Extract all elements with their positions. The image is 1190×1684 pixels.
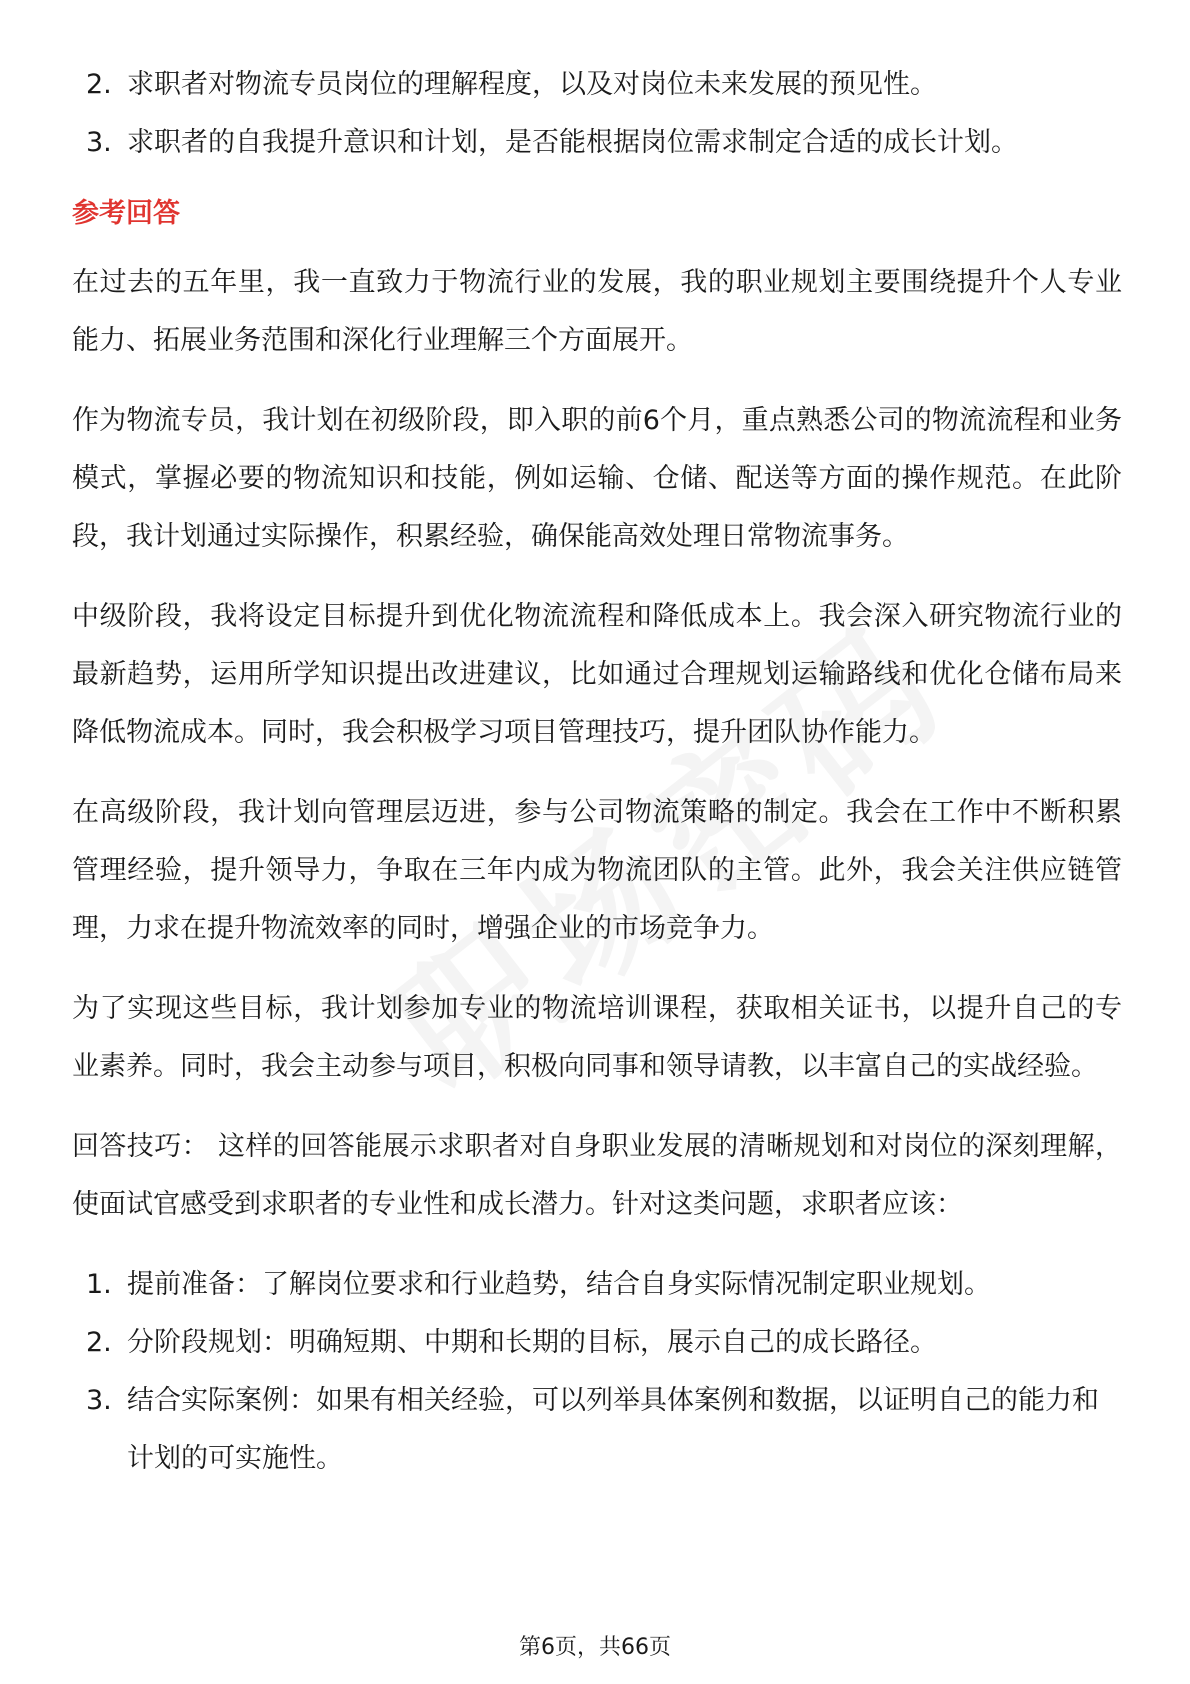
answer-tips-paragraph: 回答技巧： 这样的回答能展示求职者对自身职业发展的清晰规划和对岗位的深刻理解，使面试官感受到求职者的专业性和成长潜力。针对这类问题，求职者应该： [72,1131,1122,1220]
list-item-text: 分阶段规划：明确短期、中期和长期的目标，展示自己的成长路径。 [127,1327,937,1358]
list-item [72,1256,1122,1314]
list-item [72,1314,1122,1372]
list-item-text: 求职者的自我提升意识和计划，是否能根据岗位需求制定合适的成长计划。 [127,127,1018,158]
list-item-text: 结合实际案例：如果有相关经验，可以列举具体案例和数据，以证明自己的能力和计划的可实施性。 [127,1385,1099,1474]
list-item-text: 提前准备：了解岗位要求和行业趋势，结合自身实际情况制定职业规划。 [127,1269,991,1300]
list-item [72,56,1122,114]
answer-paragraph: 为了实现这些目标，我计划参加专业的物流培训课程，获取相关证书，以提升自己的专业素养。同时，我会主动参与项目，积极向同事和领导请教，以丰富自己的实战经验。 [72,993,1122,1082]
list-item-number: 2. [86,1327,112,1358]
list-item-number: 1. [86,1269,112,1300]
section-heading-reference-answer: 参考回答 [72,198,180,229]
list-item-number: 3. [86,1385,112,1416]
list-item [72,114,1122,172]
list-item-text: 求职者对物流专员岗位的理解程度，以及对岗位未来发展的预见性。 [127,69,937,100]
list-item [72,1372,1122,1488]
answer-paragraph: 作为物流专员，我计划在初级阶段，即入职的前6个月，重点熟悉公司的物流流程和业务模式，掌握必要的物流知识和技能，例如运输、仓储、配送等方面的操作规范。在此阶段，我计划通过实际操作，积累经验，确保能高效处理日常物流事务。 [72,405,1122,552]
tips-list [72,1256,1122,1488]
answer-paragraph: 在过去的五年里，我一直致力于物流行业的发展，我的职业规划主要围绕提升个人专业能力、拓展业务范围和深化行业理解三个方面展开。 [72,267,1122,356]
answer-paragraph: 中级阶段，我将设定目标提升到优化物流流程和降低成本上。我会深入研究物流行业的最新趋势，运用所学知识提出改进建议，比如通过合理规划运输路线和优化仓储布局来降低物流成本。同时，我会积极学习项目管理技巧，提升团队协作能力。 [72,601,1122,748]
list-item-number: 3. [86,127,112,158]
answer-paragraph: 在高级阶段，我计划向管理层迈进，参与公司物流策略的制定。我会在工作中不断积累管理经验，提升领导力，争取在三年内成为物流团队的主管。此外，我会关注供应链管理，力求在提升物流效率的同时，增强企业的市场竞争力。 [72,797,1122,944]
page-content [72,56,1122,1488]
list-item-number: 2. [86,69,112,100]
evaluation-points-list [72,56,1122,172]
page-footer-number: 第6页，共66页 [519,1635,671,1660]
